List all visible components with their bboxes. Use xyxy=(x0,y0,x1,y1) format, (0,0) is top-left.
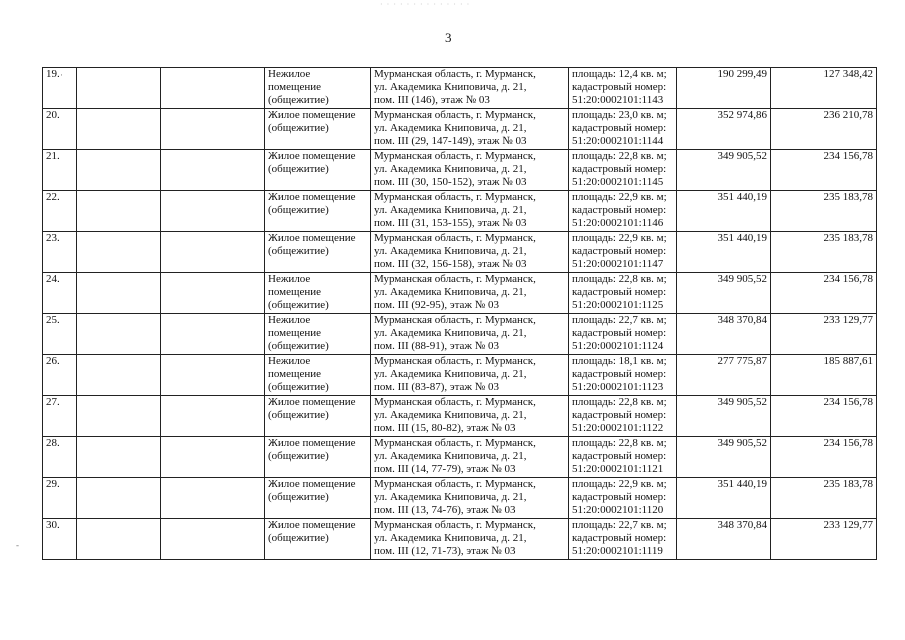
area-line: 51:20:0002101:1145 xyxy=(572,176,664,188)
cadastral-value: 349 905,52 xyxy=(677,437,771,478)
property-address xyxy=(371,396,569,437)
property-area-cadastral xyxy=(569,519,677,560)
property-address xyxy=(371,355,569,396)
property-type xyxy=(265,437,371,478)
area-line: 51:20:0002101:1123 xyxy=(572,381,664,393)
empty-cell xyxy=(161,109,265,150)
area-line: кадастровый номер: xyxy=(572,450,667,462)
address-line: ул. Академика Книповича, д. 21, xyxy=(374,409,527,421)
scan-mark: · xyxy=(60,70,63,80)
price-value: 235 183,78 xyxy=(771,191,877,232)
empty-cell xyxy=(77,396,161,437)
property-type xyxy=(265,314,371,355)
address-line: Мурманская область, г. Мурманск, xyxy=(374,150,536,162)
property-address xyxy=(371,314,569,355)
address-line: ул. Академика Книповича, д. 21, xyxy=(374,532,527,544)
area-line: кадастровый номер: xyxy=(572,204,667,216)
cadastral-value: 349 905,52 xyxy=(677,150,771,191)
empty-cell xyxy=(161,314,265,355)
row-number: 22. xyxy=(43,191,77,232)
address-line: пом. III (146), этаж № 03 xyxy=(374,94,490,106)
address-line: Мурманская область, г. Мурманск, xyxy=(374,519,536,531)
property-type xyxy=(265,191,371,232)
area-line: площадь: 18,1 кв. м; xyxy=(572,355,667,367)
area-line: площадь: 22,8 кв. м; xyxy=(572,273,667,285)
area-line: площадь: 22,8 кв. м; xyxy=(572,150,667,162)
property-address xyxy=(371,191,569,232)
empty-cell xyxy=(77,437,161,478)
type-line: Жилое помещение xyxy=(268,478,356,490)
table-row xyxy=(43,68,877,109)
table-row xyxy=(43,232,877,273)
type-line: Нежилое xyxy=(268,314,311,326)
type-line: Жилое помещение xyxy=(268,232,356,244)
price-value: 235 183,78 xyxy=(771,478,877,519)
type-line: Жилое помещение xyxy=(268,191,356,203)
property-area-cadastral xyxy=(569,68,677,109)
address-line: Мурманская область, г. Мурманск, xyxy=(374,232,536,244)
price-value: 234 156,78 xyxy=(771,150,877,191)
property-area-cadastral xyxy=(569,437,677,478)
type-line: (общежитие) xyxy=(268,532,329,544)
empty-cell xyxy=(77,191,161,232)
property-area-cadastral xyxy=(569,150,677,191)
empty-cell xyxy=(77,232,161,273)
address-line: ул. Академика Книповича, д. 21, xyxy=(374,204,527,216)
empty-cell xyxy=(77,150,161,191)
row-number: 24. xyxy=(43,273,77,314)
type-line: помещение xyxy=(268,286,322,298)
type-line: Нежилое xyxy=(268,273,311,285)
property-type xyxy=(265,355,371,396)
type-line: (общежитие) xyxy=(268,491,329,503)
type-line: (общежитие) xyxy=(268,245,329,257)
cadastral-value: 351 440,19 xyxy=(677,232,771,273)
scan-mark: - xyxy=(16,540,19,550)
row-number: 21. xyxy=(43,150,77,191)
area-line: 51:20:0002101:1147 xyxy=(572,258,664,270)
address-line: Мурманская область, г. Мурманск, xyxy=(374,478,536,490)
area-line: 51:20:0002101:1121 xyxy=(572,463,664,475)
property-address xyxy=(371,478,569,519)
row-number: 19. xyxy=(43,68,77,109)
type-line: Нежилое xyxy=(268,355,311,367)
empty-cell xyxy=(161,68,265,109)
row-number: 28. xyxy=(43,437,77,478)
price-value: 233 129,77 xyxy=(771,519,877,560)
row-number: 30. xyxy=(43,519,77,560)
row-number: 29. xyxy=(43,478,77,519)
price-value: 234 156,78 xyxy=(771,273,877,314)
table-row xyxy=(43,150,877,191)
type-line: (общежитие) xyxy=(268,381,329,393)
empty-cell xyxy=(161,396,265,437)
property-type xyxy=(265,68,371,109)
type-line: Нежилое xyxy=(268,68,311,80)
empty-cell xyxy=(77,314,161,355)
area-line: 51:20:0002101:1144 xyxy=(572,135,664,147)
address-line: Мурманская область, г. Мурманск, xyxy=(374,355,536,367)
area-line: 51:20:0002101:1119 xyxy=(572,545,663,557)
property-address xyxy=(371,109,569,150)
cadastral-value: 351 440,19 xyxy=(677,478,771,519)
address-line: ул. Академика Книповича, д. 21, xyxy=(374,450,527,462)
property-area-cadastral xyxy=(569,232,677,273)
empty-cell xyxy=(77,68,161,109)
address-line: пом. III (92-95), этаж № 03 xyxy=(374,299,500,311)
area-line: кадастровый номер: xyxy=(572,163,667,175)
address-line: Мурманская область, г. Мурманск, xyxy=(374,191,536,203)
property-address xyxy=(371,232,569,273)
area-line: кадастровый номер: xyxy=(572,122,667,134)
cadastral-value: 190 299,49 xyxy=(677,68,771,109)
property-type xyxy=(265,150,371,191)
property-type xyxy=(265,478,371,519)
property-area-cadastral xyxy=(569,191,677,232)
cadastral-value: 348 370,84 xyxy=(677,519,771,560)
address-line: Мурманская область, г. Мурманск, xyxy=(374,437,536,449)
address-line: пом. III (30, 150-152), этаж № 03 xyxy=(374,176,527,188)
type-line: Жилое помещение xyxy=(268,150,356,162)
price-value: 234 156,78 xyxy=(771,437,877,478)
area-line: площадь: 22,7 кв. м; xyxy=(572,519,667,531)
empty-cell xyxy=(77,519,161,560)
type-line: (общежитие) xyxy=(268,450,329,462)
area-line: 51:20:0002101:1125 xyxy=(572,299,664,311)
address-line: пом. III (13, 74-76), этаж № 03 xyxy=(374,504,516,516)
price-value: 185 887,61 xyxy=(771,355,877,396)
property-area-cadastral xyxy=(569,355,677,396)
type-line: Жилое помещение xyxy=(268,519,356,531)
table-row xyxy=(43,519,877,560)
address-line: ул. Академика Книповича, д. 21, xyxy=(374,491,527,503)
property-type xyxy=(265,232,371,273)
cadastral-value: 352 974,86 xyxy=(677,109,771,150)
area-line: 51:20:0002101:1124 xyxy=(572,340,664,352)
type-line: (общежитие) xyxy=(268,340,329,352)
area-line: 51:20:0002101:1143 xyxy=(572,94,664,106)
cadastral-value: 348 370,84 xyxy=(677,314,771,355)
area-line: кадастровый номер: xyxy=(572,409,667,421)
address-line: ул. Академика Книповича, д. 21, xyxy=(374,81,527,93)
area-line: 51:20:0002101:1146 xyxy=(572,217,664,229)
property-area-cadastral xyxy=(569,314,677,355)
area-line: кадастровый номер: xyxy=(572,286,667,298)
area-line: площадь: 22,9 кв. м; xyxy=(572,232,667,244)
price-value: 236 210,78 xyxy=(771,109,877,150)
address-line: ул. Академика Книповича, д. 21, xyxy=(374,122,527,134)
type-line: (общежитие) xyxy=(268,299,329,311)
property-type xyxy=(265,273,371,314)
area-line: площадь: 22,9 кв. м; xyxy=(572,478,667,490)
table-row xyxy=(43,396,877,437)
empty-cell xyxy=(77,273,161,314)
area-line: площадь: 23,0 кв. м; xyxy=(572,109,667,121)
row-number: 26. xyxy=(43,355,77,396)
area-line: кадастровый номер: xyxy=(572,532,667,544)
type-line: Жилое помещение xyxy=(268,396,356,408)
property-table xyxy=(42,67,877,560)
address-line: пом. III (32, 156-158), этаж № 03 xyxy=(374,258,527,270)
property-address xyxy=(371,437,569,478)
property-address xyxy=(371,68,569,109)
type-line: (общежитие) xyxy=(268,122,329,134)
row-number: 27. xyxy=(43,396,77,437)
empty-cell xyxy=(161,273,265,314)
area-line: 51:20:0002101:1122 xyxy=(572,422,664,434)
property-area-cadastral xyxy=(569,478,677,519)
type-line: (общежитие) xyxy=(268,163,329,175)
empty-cell xyxy=(161,519,265,560)
empty-cell xyxy=(161,355,265,396)
property-area-cadastral xyxy=(569,109,677,150)
empty-cell xyxy=(161,437,265,478)
area-line: площадь: 22,9 кв. м; xyxy=(572,191,667,203)
area-line: кадастровый номер: xyxy=(572,81,667,93)
address-line: пом. III (15, 80-82), этаж № 03 xyxy=(374,422,516,434)
type-line: (общежитие) xyxy=(268,204,329,216)
address-line: пом. III (31, 153-155), этаж № 03 xyxy=(374,217,527,229)
type-line: (общежитие) xyxy=(268,409,329,421)
property-type xyxy=(265,519,371,560)
table-row xyxy=(43,314,877,355)
empty-cell xyxy=(77,109,161,150)
price-value: 127 348,42 xyxy=(771,68,877,109)
table-row xyxy=(43,109,877,150)
empty-cell xyxy=(77,478,161,519)
address-line: ул. Академика Книповича, д. 21, xyxy=(374,163,527,175)
type-line: Жилое помещение xyxy=(268,437,356,449)
cadastral-value: 277 775,87 xyxy=(677,355,771,396)
empty-cell xyxy=(161,478,265,519)
property-type xyxy=(265,109,371,150)
address-line: ул. Академика Книповича, д. 21, xyxy=(374,245,527,257)
address-line: ул. Академика Книповича, д. 21, xyxy=(374,368,527,380)
address-line: пом. III (12, 71-73), этаж № 03 xyxy=(374,545,516,557)
property-area-cadastral xyxy=(569,273,677,314)
page-number: 3 xyxy=(445,30,452,45)
address-line: Мурманская область, г. Мурманск, xyxy=(374,109,536,121)
row-number: 23. xyxy=(43,232,77,273)
area-line: кадастровый номер: xyxy=(572,368,667,380)
type-line: помещение xyxy=(268,81,322,93)
table-row xyxy=(43,191,877,232)
row-number: 25. xyxy=(43,314,77,355)
property-type xyxy=(265,396,371,437)
address-line: пом. III (29, 147-149), этаж № 03 xyxy=(374,135,527,147)
area-line: кадастровый номер: xyxy=(572,491,667,503)
address-line: пом. III (88-91), этаж № 03 xyxy=(374,340,500,352)
empty-cell xyxy=(161,191,265,232)
area-line: кадастровый номер: xyxy=(572,327,667,339)
address-line: Мурманская область, г. Мурманск, xyxy=(374,396,536,408)
row-number: 20. xyxy=(43,109,77,150)
address-line: Мурманская область, г. Мурманск, xyxy=(374,314,536,326)
price-value: 235 183,78 xyxy=(771,232,877,273)
address-line: пом. III (14, 77-79), этаж № 03 xyxy=(374,463,516,475)
cadastral-value: 349 905,52 xyxy=(677,273,771,314)
address-line: пом. III (83-87), этаж № 03 xyxy=(374,381,500,393)
price-value: 234 156,78 xyxy=(771,396,877,437)
address-line: ул. Академика Книповича, д. 21, xyxy=(374,286,527,298)
property-address xyxy=(371,519,569,560)
scan-artifact: · · · · · · · · · · · · · · xyxy=(380,0,471,8)
table-row xyxy=(43,437,877,478)
area-line: площадь: 22,7 кв. м; xyxy=(572,314,667,326)
empty-cell xyxy=(161,232,265,273)
type-line: помещение xyxy=(268,368,322,380)
empty-cell xyxy=(77,355,161,396)
property-area-cadastral xyxy=(569,396,677,437)
table-row xyxy=(43,355,877,396)
address-line: Мурманская область, г. Мурманск, xyxy=(374,273,536,285)
area-line: кадастровый номер: xyxy=(572,245,667,257)
table-row xyxy=(43,478,877,519)
area-line: площадь: 22,8 кв. м; xyxy=(572,437,667,449)
property-address xyxy=(371,273,569,314)
property-address xyxy=(371,150,569,191)
type-line: Жилое помещение xyxy=(268,109,356,121)
area-line: площадь: 12,4 кв. м; xyxy=(572,68,667,80)
address-line: Мурманская область, г. Мурманск, xyxy=(374,68,536,80)
area-line: 51:20:0002101:1120 xyxy=(572,504,664,516)
price-value: 233 129,77 xyxy=(771,314,877,355)
empty-cell xyxy=(161,150,265,191)
type-line: помещение xyxy=(268,327,322,339)
type-line: (общежитие) xyxy=(268,94,329,106)
address-line: ул. Академика Книповича, д. 21, xyxy=(374,327,527,339)
area-line: площадь: 22,8 кв. м; xyxy=(572,396,667,408)
cadastral-value: 349 905,52 xyxy=(677,396,771,437)
cadastral-value: 351 440,19 xyxy=(677,191,771,232)
table-row xyxy=(43,273,877,314)
